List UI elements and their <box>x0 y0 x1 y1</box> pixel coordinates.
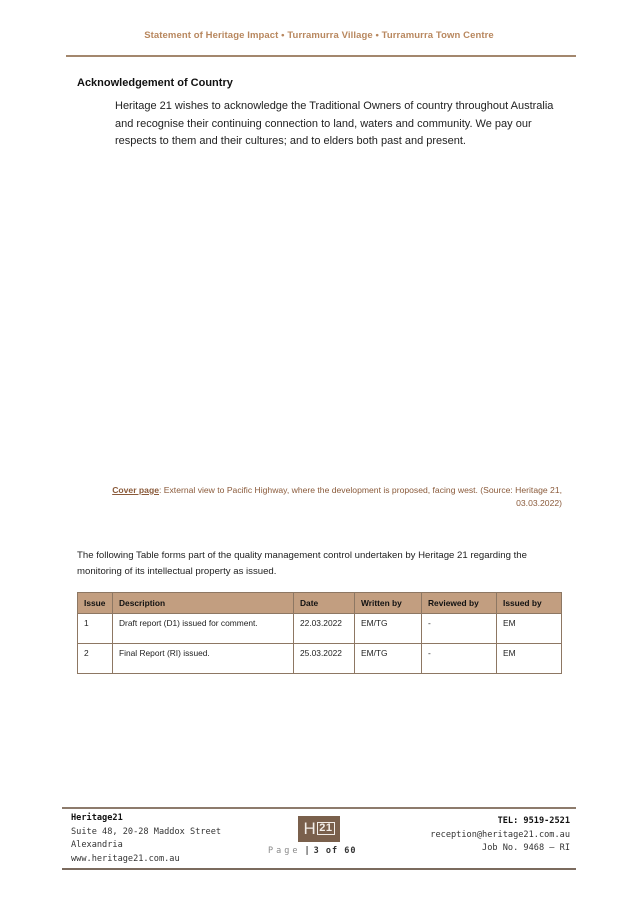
heritage21-logo <box>298 816 340 842</box>
footer-website[interactable]: www.heritage21.com.au <box>71 854 180 865</box>
page-separator: | <box>304 846 310 856</box>
col-header-written-by: Written by <box>355 593 422 614</box>
cell-issue: 2 <box>78 644 113 674</box>
page-number <box>268 846 356 856</box>
cell-reviewed-by: - <box>422 614 497 644</box>
cell-issue: 1 <box>78 614 113 644</box>
cell-issued-by: EM <box>497 614 562 644</box>
cell-reviewed-by: - <box>422 644 497 674</box>
cell-date: 25.03.2022 <box>294 644 355 674</box>
cell-description: Final Report (RI) issued. <box>113 644 294 674</box>
table-row <box>78 614 562 644</box>
cell-date: 22.03.2022 <box>294 614 355 644</box>
cell-issued-by: EM <box>497 644 562 674</box>
acknowledgement-heading: Acknowledgement of Country <box>77 77 233 89</box>
page-count: 3 of 60 <box>313 846 357 856</box>
cover-caption-text: : External view to Pacific Highway, where the development is proposed, facing west. (Source: Heritage 21, 03.03.2022) <box>159 485 562 508</box>
footer-contact-block <box>430 815 570 856</box>
table-row <box>78 644 562 674</box>
col-header-issued-by: Issued by <box>497 593 562 614</box>
header-divider <box>66 55 576 57</box>
col-header-date: Date <box>294 593 355 614</box>
footer-telephone: TEL: 9519-2521 <box>497 816 570 826</box>
cell-written-by: EM/TG <box>355 644 422 674</box>
footer-job-number: Job No. 9468 – RI <box>482 843 570 854</box>
logo-number: 21 <box>319 821 333 834</box>
logo-letter: H <box>303 819 317 838</box>
cell-description: Draft report (D1) issued for comment. <box>113 614 294 644</box>
footer-divider-top <box>62 807 576 809</box>
page-label: Page <box>268 846 301 856</box>
cover-caption-label: Cover page <box>112 485 159 495</box>
quality-intro: The following Table forms part of the quality management control undertaken by Heritage 21 regarding the monitoring of its intellectual property as issued. <box>77 550 527 577</box>
col-header-reviewed-by: Reviewed by <box>422 593 497 614</box>
cell-written-by: EM/TG <box>355 614 422 644</box>
col-header-issue: Issue <box>78 593 113 614</box>
footer-email[interactable]: reception@heritage21.com.au <box>430 829 570 840</box>
footer-divider-bottom <box>62 868 576 870</box>
footer-address-block <box>71 812 221 867</box>
col-header-description: Description <box>113 593 294 614</box>
footer-address-line-1: Suite 48, 20-28 Maddox Street <box>71 826 222 837</box>
table-header-row <box>78 593 562 614</box>
cover-caption <box>96 484 562 509</box>
running-header: Statement of Heritage Impact • Turramurra Village • Turramurra Town Centre <box>144 30 494 41</box>
document-history-table <box>77 592 562 674</box>
footer-address-line-2: Alexandria <box>71 840 123 851</box>
footer-company-name: Heritage21 <box>71 813 123 823</box>
acknowledgement-body: Heritage 21 wishes to acknowledge the Traditional Owners of country throughout Australia and recognise their continuing connection to land, waters and community. We pay our respects to them and their cultures; and to elders both past and present. <box>115 100 554 147</box>
